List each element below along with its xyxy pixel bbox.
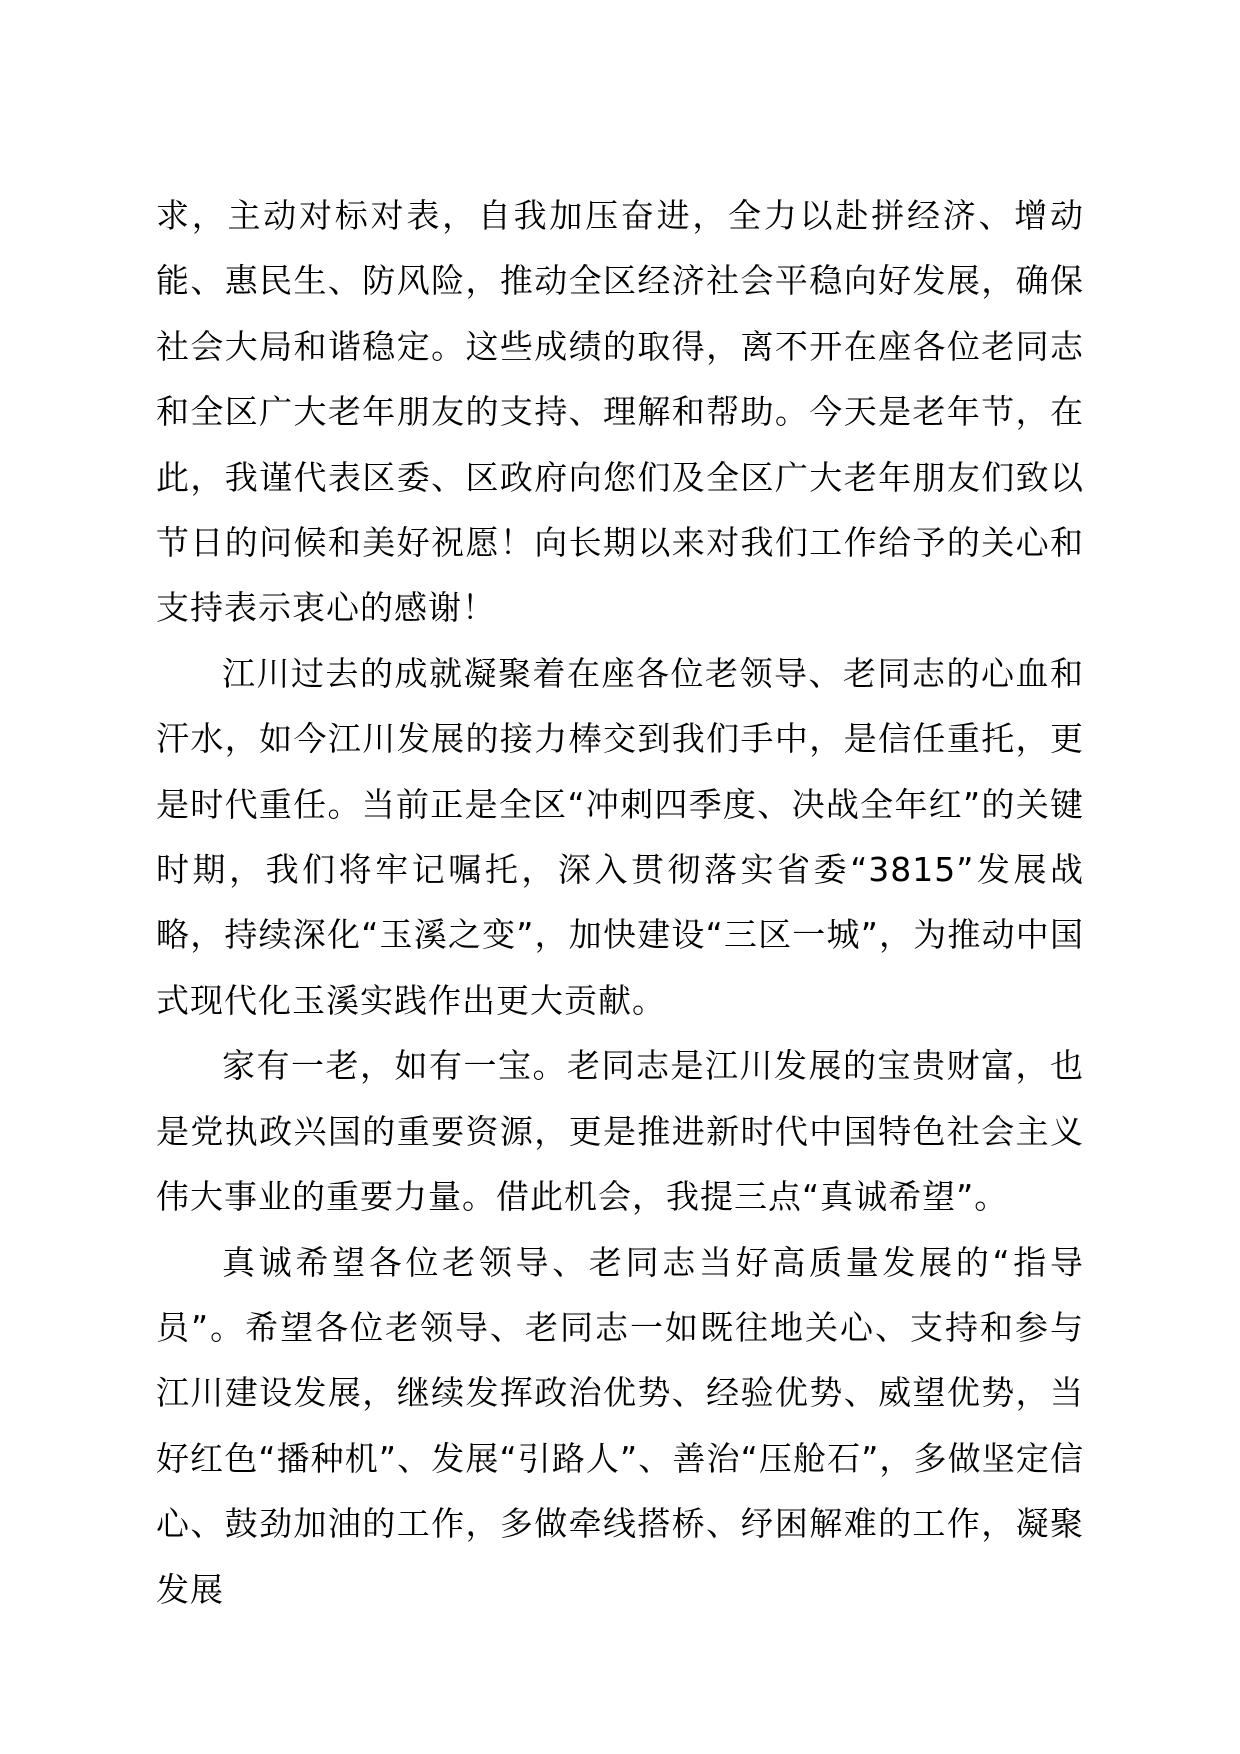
paragraph-2: 江川过去的成就凝聚着在座各位老领导、老同志的心血和汗水，如今江川发展的接力棒交到我们手中，是信任重托，更是时代重任。当前正是全区“冲刺四季度、决战全年红”的关键时期，我们将牢记嘱托，深入贯彻落实省委“3815”发展战略，持续深化“玉溪之变”，加快建设“三区一城”，为推动中国式现代化玉溪实践作出更大贡献。 <box>156 653 1084 1020</box>
document-body <box>156 183 1084 1622</box>
paragraph-4: 真诚希望各位老领导、老同志当好高质量发展的“指导员”。希望各位老领导、老同志一如既往地关心、支持和参与江川建设发展，继续发挥政治优势、经验优势、威望优势，当好红色“播种机”、发展“引路人”、善治“压舱石”，多做坚定信心、鼓劲加油的工作，多做牵线搭桥、纾困解难的工作，凝聚发展 <box>156 1242 1084 1609</box>
paragraph-3: 家有一老，如有一宝。老同志是江川发展的宝贵财富，也是党执政兴国的重要资源，更是推进新时代中国特色社会主义伟大事业的重要力量。借此机会，我提三点“真诚希望”。 <box>156 1046 1084 1217</box>
paragraph-1: 求，主动对标对表，自我加压奋进，全力以赴拼经济、增动能、惠民生、防风险，推动全区经济社会平稳向好发展，确保社会大局和谐稳定。这些成绩的取得，离不开在座各位老同志和全区广大老年朋友的支持、理解和帮助。今天是老年节，在此，我谨代表区委、区政府向您们及全区广大老年朋友们致以节日的问候和美好祝愿！向长期以来对我们工作给予的关心和支持表示衷心的感谢！ <box>156 196 1084 628</box>
